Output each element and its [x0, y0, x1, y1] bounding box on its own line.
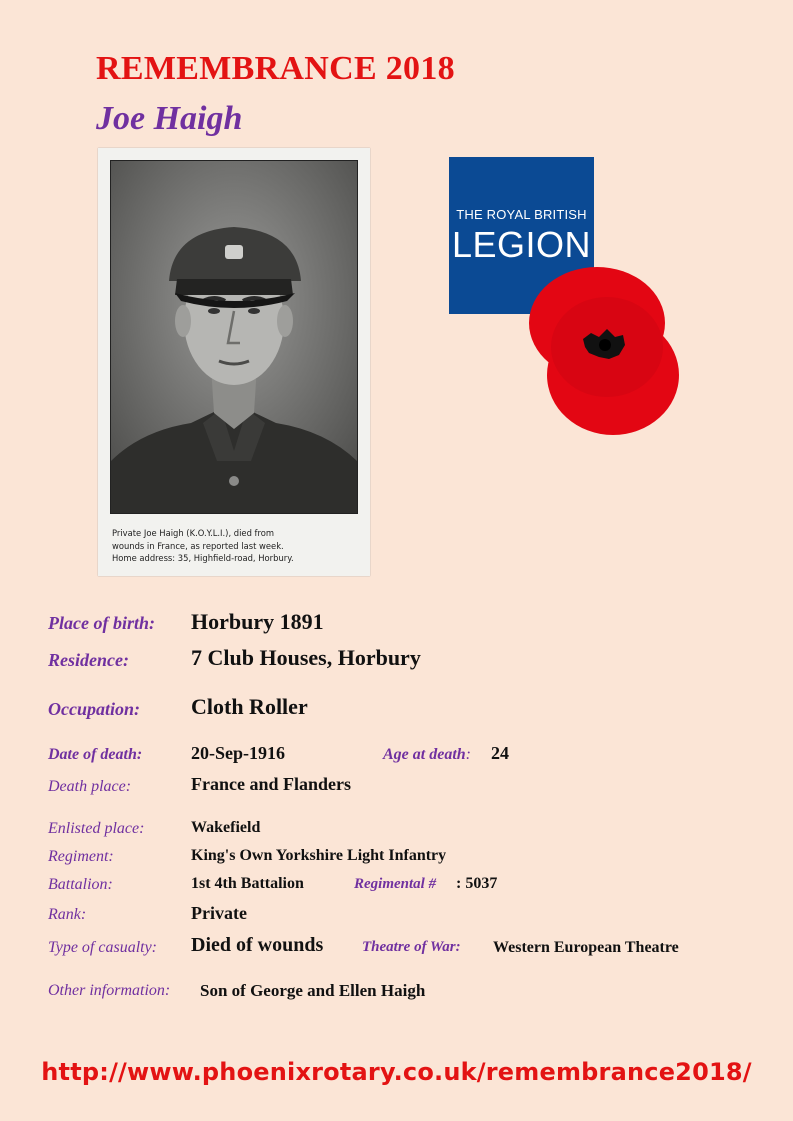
logo-line-1: THE ROYAL BRITISH [456, 207, 587, 222]
place-of-birth-value: Horbury 1891 [191, 609, 324, 634]
type-of-casualty-value: Died of wounds [191, 934, 324, 956]
rank-value: Private [191, 903, 247, 923]
residence-value: 7 Club Houses, Horbury [191, 645, 421, 670]
death-place-label: Death place: [48, 778, 132, 795]
occupation-value: Cloth Roller [191, 694, 308, 719]
logo-line-2: LEGION [451, 224, 592, 265]
age-at-death-value: 24 [491, 743, 509, 763]
newspaper-clipping [98, 148, 370, 576]
page-title: REMEMBRANCE 2018 [96, 50, 455, 87]
soldier-photo [110, 160, 358, 514]
other-information-label: Other information: [48, 982, 171, 999]
enlisted-place-label: Enlisted place: [48, 820, 145, 837]
regimental-number-value: : 5037 [456, 875, 498, 892]
regimental-number-label: Regimental # [354, 876, 437, 892]
soldier-portrait-image [111, 161, 357, 513]
residence-label: Residence: [48, 650, 129, 670]
death-place-value: France and Flanders [191, 774, 351, 794]
photo-caption: Private Joe Haigh (K.O.Y.L.I.), died from wounds in France, as reported last week. Home address: 35, Highfield-road, Horbury. [112, 528, 294, 563]
age-at-death-label: Age at death: [383, 746, 471, 763]
date-of-death-value: 20-Sep-1916 [191, 743, 285, 763]
theatre-of-war-value: Western European Theatre [493, 939, 679, 956]
battalion-label: Battalion: [48, 876, 113, 893]
place-of-birth-label: Place of birth: [48, 613, 155, 633]
battalion-value: 1st 4th Battalion [191, 875, 304, 892]
poppy-icon [525, 265, 685, 437]
enlisted-place-value: Wakefield [191, 819, 261, 836]
other-information-value: Son of George and Ellen Haigh [200, 981, 426, 1000]
type-of-casualty-label: Type of casualty: [48, 939, 158, 956]
rank-label: Rank: [48, 906, 87, 923]
soldier-name: Joe Haigh [96, 100, 243, 137]
regiment-label: Regiment: [48, 848, 114, 865]
footer-url-link[interactable]: http://www.phoenixrotary.co.uk/remembrance2018/ [41, 1058, 752, 1086]
date-of-death-label: Date of death: [48, 746, 143, 763]
regiment-value: King's Own Yorkshire Light Infantry [191, 847, 447, 864]
occupation-label: Occupation: [48, 699, 140, 719]
theatre-of-war-label: Theatre of War: [362, 939, 461, 955]
